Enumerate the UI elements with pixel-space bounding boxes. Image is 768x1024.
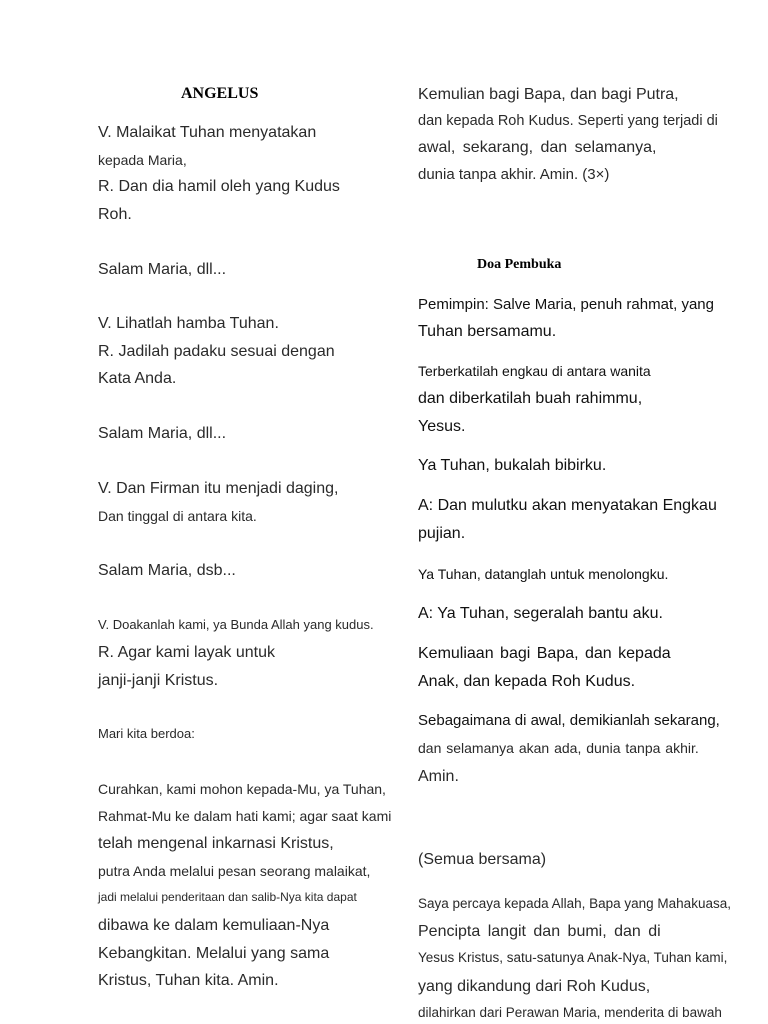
text-line: yang dikandung dari Roh Kudus, bbox=[418, 978, 651, 995]
text-line: Rahmat-Mu ke dalam hati kami; agar saat kami bbox=[98, 808, 392, 824]
text-line: dan selamanya akan ada, dunia tanpa akhir. bbox=[418, 740, 699, 756]
text-line: Roh. bbox=[98, 206, 132, 223]
text-line: R. Agar kami layak untuk bbox=[98, 644, 275, 661]
text-line: dilahirkan dari Perawan Maria, menderita di bawah bbox=[418, 1005, 722, 1020]
text-line: awal, sekarang, dan selamanya, bbox=[418, 139, 657, 156]
text-line: V. Malaikat Tuhan menyatakan bbox=[98, 124, 317, 141]
text-line: Kemuliaan bagi Bapa, dan kepada bbox=[418, 645, 671, 662]
text-line: Terberkatilah engkau di antara wanita bbox=[418, 363, 651, 379]
text-line: janji-janji Kristus. bbox=[98, 672, 219, 689]
text-line: V. Lihatlah hamba Tuhan. bbox=[98, 315, 279, 332]
text-line: pujian. bbox=[418, 525, 466, 542]
text-line: Mari kita berdoa: bbox=[98, 726, 195, 741]
text-line: jadi melalui penderitaan dan salib-Nya kita dapat bbox=[98, 890, 357, 904]
text-line: Yesus Kristus, satu-satunya Anak-Nya, Tuhan kami, bbox=[418, 950, 728, 965]
text-line: A: Ya Tuhan, segeralah bantu aku. bbox=[418, 605, 663, 622]
text-line: (Semua bersama) bbox=[418, 851, 547, 868]
text-line: Anak, dan kepada Roh Kudus. bbox=[418, 673, 636, 690]
text-line: Pencipta langit dan bumi, dan di bbox=[418, 923, 661, 940]
text-line: Yesus. bbox=[418, 418, 466, 435]
text-line: Kata Anda. bbox=[98, 370, 177, 387]
text-line: dibawa ke dalam kemuliaan-Nya bbox=[98, 917, 330, 934]
text-line: Sebagaimana di awal, demikianlah sekarang, bbox=[418, 712, 720, 729]
text-line: Ya Tuhan, datanglah untuk menolongku. bbox=[418, 566, 669, 582]
text-line: Curahkan, kami mohon kepada-Mu, ya Tuhan, bbox=[98, 781, 386, 797]
text-line: dan kepada Roh Kudus. Seperti yang terjadi di bbox=[418, 113, 718, 129]
text-line: Salam Maria, dll... bbox=[98, 425, 227, 442]
text-line: Dan tinggal di antara kita. bbox=[98, 508, 257, 524]
text-line: Salam Maria, dsb... bbox=[98, 562, 236, 579]
doa-pembuka-title: Doa Pembuka bbox=[477, 257, 562, 272]
text-line: dunia tanpa akhir. Amin. (3×) bbox=[418, 166, 610, 183]
text-line: Tuhan bersamamu. bbox=[418, 323, 557, 340]
text-line: Saya percaya kepada Allah, Bapa yang Mahakuasa, bbox=[418, 896, 731, 911]
text-line: Pemimpin: Salve Maria, penuh rahmat, yang bbox=[418, 296, 714, 313]
text-line: Salam Maria, dll... bbox=[98, 261, 227, 278]
text-line: Amin. bbox=[418, 768, 459, 785]
text-line: Ya Tuhan, bukalah bibirku. bbox=[418, 457, 607, 474]
text-line: Kristus, Tuhan kita. Amin. bbox=[98, 972, 279, 989]
text-line: Kemulian bagi Bapa, dan bagi Putra, bbox=[418, 86, 679, 103]
angelus-title: ANGELUS bbox=[181, 85, 259, 102]
text-line: R. Jadilah padaku sesuai dengan bbox=[98, 343, 335, 360]
text-line: R. Dan dia hamil oleh yang Kudus bbox=[98, 178, 340, 195]
text-line: dan diberkatilah buah rahimmu, bbox=[418, 390, 643, 407]
text-line: Kebangkitan. Melalui yang sama bbox=[98, 945, 330, 962]
text-line: telah mengenal inkarnasi Kristus, bbox=[98, 835, 334, 852]
text-line: A: Dan mulutku akan menyatakan Engkau bbox=[418, 497, 717, 514]
text-line: V. Dan Firman itu menjadi daging, bbox=[98, 480, 339, 497]
text-line: V. Doakanlah kami, ya Bunda Allah yang kudus. bbox=[98, 617, 374, 632]
text-line: kepada Maria, bbox=[98, 152, 187, 168]
text-line: putra Anda melalui pesan seorang malaikat, bbox=[98, 863, 371, 879]
